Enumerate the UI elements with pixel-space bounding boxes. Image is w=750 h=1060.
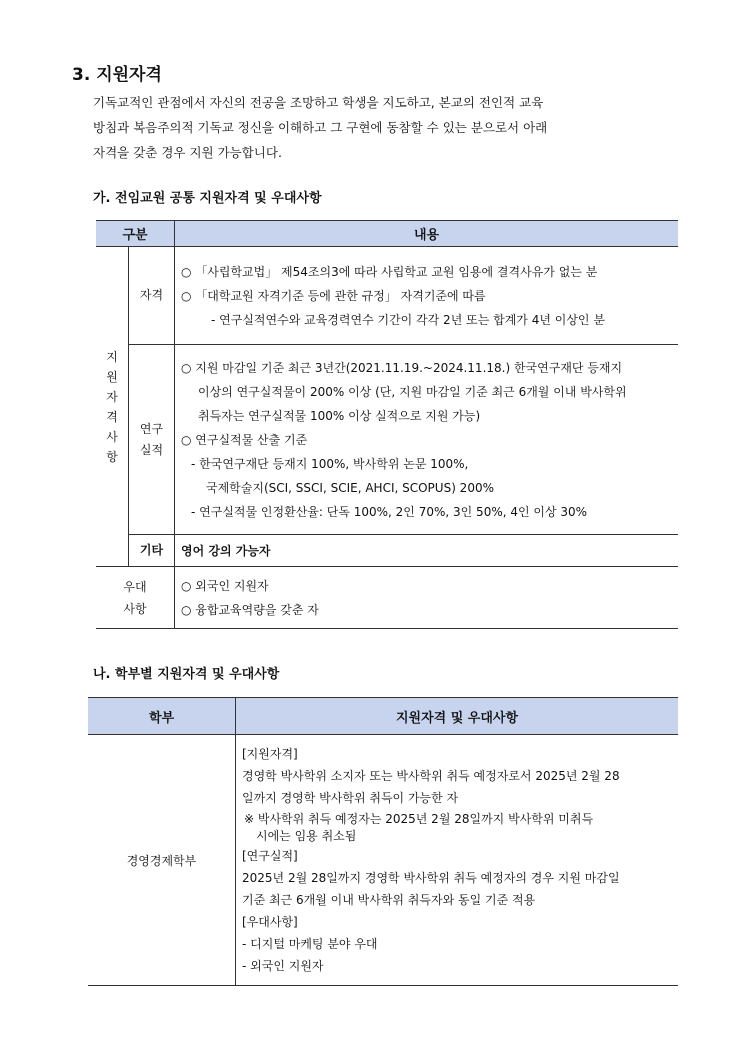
dept-name: 경영경제학부 [126,853,197,868]
content-line: ○ 융합교육역량을 갖춘 자 [181,602,319,617]
row-label-preference: 우대 사항 [123,579,147,616]
content-line: 이상의 연구실적물이 200% 이상 (단, 지원 마감일 기준 최근 6개월 이내 박사학위 [198,384,627,399]
content-line: ○ 외국인 지원자 [181,578,269,593]
content-line: ○ 「대학교원 자격기준 등에 관한 규정」 자격기준에 따름 [181,288,486,303]
content-line: 일까지 경영학 박사학위 취득이 가능한 자 [242,791,459,805]
preference-content [175,567,679,629]
research-content [175,345,679,535]
row-label-research: 연구 실적 [129,345,175,535]
content-line: 2025년 2월 28일까지 경영학 박사학위 취득 예정자의 경우 지원 마감일 [242,871,620,885]
note-line: 시에는 임용 취소됨 [256,829,357,843]
common-qualification-table [96,220,678,629]
header-qualification: 지원자격 및 우대사항 [236,698,679,735]
common-subtitle: 가. 전임교원 공통 지원자격 및 우대사항 [93,191,322,206]
header-content: 내용 [175,221,679,247]
intro-line: 자격을 갖춘 경우 지원 가능합니다. [93,145,282,160]
note-line: ※ 박사학위 취득 예정자는 2025년 2월 28일까지 박사학위 미취득 [244,812,594,826]
section-title: 3. 지원자격 [72,65,162,85]
intro-line: 방침과 복음주의적 기독교 정신을 이해하고 그 구현에 동참할 수 있는 분으로서 아래 [93,120,548,135]
dept-subtitle: 나. 학부별 지원자격 및 우대사항 [93,667,280,682]
content-line: - 연구실적연수와 교육경력연수 기간이 각각 2년 또는 합계가 4년 이상인 분 [211,312,605,327]
row-label-other: 기타 [129,535,175,567]
header-dept: 학부 [88,698,236,735]
content-line: ○ 「사립학교법」 제54조의3에 따라 사립학교 교원 임용에 결격사유가 없는 분 [181,264,598,279]
content-line: 국제학술지(SCI, SSCI, SCIE, AHCI, SCOPUS) 200% [206,480,494,495]
intro-line: 기독교적인 관점에서 자신의 전공을 조망하고 학생을 지도하고, 본교의 전인적 교육 [93,95,544,110]
content-line: ○ 연구실적물 산출 기준 [181,432,308,447]
qualification-content [175,247,679,345]
group-label-qualifications: 지 원 자 격 사 항 [96,247,129,567]
dept-qualification-content [236,735,679,986]
content-line: 경영학 박사학위 소지자 또는 박사학위 취득 예정자로서 2025년 2월 28 [242,769,620,783]
row-label-qualification: 자격 [129,247,175,345]
preference-heading: [우대사항] [242,915,298,929]
content-line: - 외국인 지원자 [242,959,324,973]
other-content: 영어 강의 가능자 [175,535,679,567]
qual-heading: [지원자격] [242,747,298,761]
content-line: - 연구실적물 인정환산율: 단독 100%, 2인 70%, 3인 50%, 4인 이상 30% [191,504,588,519]
research-heading: [연구실적] [242,849,298,863]
content-line: 기준 최근 6개월 이내 박사학위 취득자와 동일 기준 적용 [242,893,536,907]
intro-paragraph [93,90,678,165]
content-line: - 디지털 마케팅 분야 우대 [242,937,378,951]
header-category: 구분 [96,221,175,247]
content-line: 취득자는 연구실적물 100% 이상 실적으로 지원 가능) [198,408,481,423]
content-line: ○ 지원 마감일 기준 최근 3년간(2021.11.19.~2024.11.18.) 한국연구재단 등재지 [181,360,623,375]
dept-qualification-table [88,697,678,986]
content-line: - 한국연구재단 등재지 100%, 박사학위 논문 100%, [191,456,469,471]
